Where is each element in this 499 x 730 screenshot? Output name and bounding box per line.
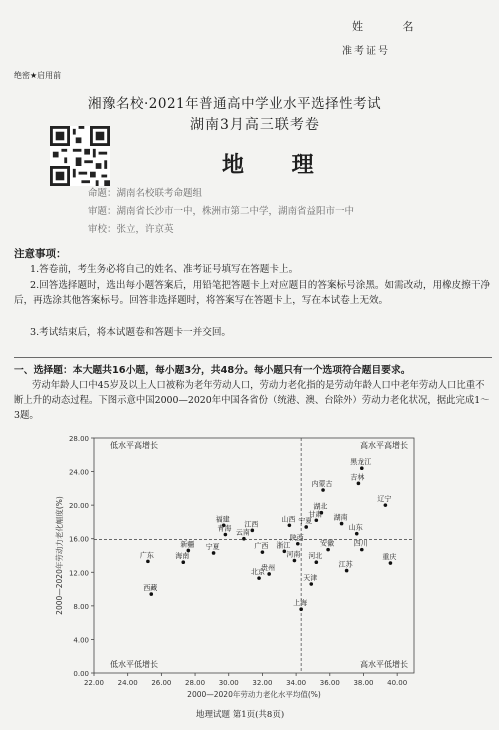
data-point — [360, 466, 364, 470]
y-tick-label: 0.00 — [73, 670, 89, 678]
data-point-label: 湖北 — [313, 502, 328, 511]
data-point — [384, 503, 388, 507]
page-footer: 地理试题 第1页(共8页) — [196, 710, 285, 720]
data-point-label: 河南 — [286, 550, 301, 559]
data-point — [315, 518, 319, 522]
data-point — [293, 559, 297, 563]
y-tick-label: 16.00 — [68, 535, 89, 544]
data-point — [355, 532, 359, 536]
note-item: 3.考试结束后，将本试题卷和答题卡一并交回。 — [30, 327, 232, 338]
data-point — [345, 569, 349, 573]
data-point-label: 辽宁 — [377, 495, 392, 504]
x-tick-label: 40.00 — [387, 679, 408, 687]
data-point-label: 上海 — [293, 599, 308, 608]
data-point — [149, 592, 153, 596]
quadrant-label: 高水平低增长 — [360, 660, 408, 669]
data-point-label: 北京 — [251, 568, 266, 577]
section-heading: 一、选择题：本大题共16小题，每小题3分，共48分。每小题只有一个选项符合题目要求。 — [14, 365, 411, 376]
data-point-label: 四川 — [353, 539, 368, 548]
data-point — [242, 537, 246, 541]
x-tick-label: 38.00 — [353, 679, 374, 687]
data-point-label: 陕西 — [289, 533, 304, 542]
data-point-label: 西藏 — [143, 584, 158, 593]
exam-title: 湘豫名校·2021年普通高中学业水平选择性考试 — [88, 96, 382, 112]
ticket-number-label: 准考证号 — [342, 46, 390, 57]
data-point-label: 新疆 — [180, 540, 195, 549]
qr-code-icon — [50, 126, 110, 186]
data-point-label: 安徽 — [320, 539, 335, 548]
data-point-label: 天津 — [303, 574, 318, 583]
data-point — [212, 551, 216, 555]
data-point-label: 重庆 — [382, 553, 397, 562]
data-point — [309, 582, 313, 586]
data-point — [251, 529, 255, 533]
note-item: 1.答卷前，考生务必将自己的姓名、准考证号填写在答题卡上。 — [30, 264, 299, 275]
credit-line: 命题：湖南名校联考命题组 — [88, 188, 203, 199]
data-point-label: 山西 — [281, 515, 296, 524]
y-tick-label: 8.00 — [73, 602, 89, 611]
data-point — [257, 576, 261, 580]
notes-heading: 注意事项： — [14, 248, 67, 260]
data-point — [296, 542, 300, 546]
data-point — [288, 523, 292, 527]
x-tick-label: 28.00 — [185, 679, 206, 687]
y-tick-label: 12.00 — [68, 569, 89, 578]
data-point-label: 湖南 — [333, 513, 348, 522]
data-point-label: 河北 — [308, 552, 323, 561]
credit-line: 审校：张立，许京英 — [88, 224, 174, 235]
y-axis-title: 2000—2020年劳动力老化幅度(%) — [55, 496, 64, 615]
data-point-label: 甘肃 — [308, 510, 323, 519]
data-point-label: 江西 — [244, 520, 259, 529]
data-point-label: 云南 — [235, 528, 250, 537]
data-point-label: 吉林 — [350, 473, 365, 482]
data-point — [299, 607, 303, 611]
data-point — [389, 561, 393, 565]
credit-line: 审题：湖南省长沙市一中，株洲市第二中学，湖南省益阳市一中 — [88, 206, 355, 217]
data-point-label: 浙江 — [276, 541, 291, 550]
x-axis-title: 2000—2020年劳动力老化水平均值(%) — [187, 690, 321, 699]
x-tick-label: 32.00 — [252, 679, 273, 687]
data-point-label: 青海 — [217, 524, 232, 533]
data-point — [304, 525, 308, 529]
exam-subtitle: 湖南3月高三联考卷 — [190, 117, 320, 133]
x-tick-label: 26.00 — [151, 679, 172, 687]
data-point — [357, 482, 361, 486]
quadrant-label: 高水平高增长 — [360, 441, 408, 450]
data-point-label: 广西 — [254, 542, 269, 551]
data-point-label: 贵州 — [261, 563, 276, 572]
y-tick-label: 20.00 — [68, 502, 89, 511]
data-point-label: 宁夏 — [298, 516, 313, 525]
y-tick-label: 4.00 — [73, 636, 89, 645]
y-tick-label: 28.00 — [68, 435, 89, 443]
data-point-label: 海南 — [175, 552, 190, 561]
note-item: 2.回答选择题时，选出每小题答案后，用铅笔把答题卡上对应题目的答案标号涂黑。如需改动，用橡皮擦干净后，再选涂其他答案标号。回答非选择题时，将答案写在答题卡上，写在本试卷上无效。 — [14, 280, 491, 306]
data-point — [321, 488, 325, 492]
data-point-label: 宁夏 — [205, 542, 220, 551]
data-point — [261, 550, 265, 554]
confidential-mark: 绝密★启用前 — [14, 71, 62, 80]
x-tick-label: 22.00 — [83, 679, 105, 687]
x-tick-label: 36.00 — [319, 679, 340, 687]
y-tick-label: 24.00 — [68, 468, 89, 477]
data-point — [146, 560, 150, 564]
x-tick-label: 34.00 — [286, 679, 307, 687]
name-field-label: 姓 名 — [352, 20, 432, 33]
data-point-label: 山东 — [348, 523, 363, 532]
x-tick-label: 24.00 — [117, 679, 138, 687]
quadrant-label: 低水平低增长 — [110, 660, 158, 669]
section-divider — [14, 357, 492, 358]
quadrant-label: 低水平高增长 — [110, 441, 158, 450]
subject-title: 地 理 — [222, 152, 334, 178]
data-point — [267, 572, 271, 576]
data-point-label: 江苏 — [338, 560, 353, 569]
question-intro: 劳动年龄人口中45岁及以上人口被称为老年劳动人口，劳动力老化指的是劳动年龄人口中老年劳动人口比重不断上升的动态过程。下图示意中国2000—2020年中国各省份（统港、澳、台除外）劳动力老化状况，据此完成1～3题。 — [14, 380, 490, 421]
data-point-label: 福建 — [215, 515, 230, 524]
x-tick-label: 30.00 — [218, 679, 239, 687]
data-point — [224, 533, 228, 537]
data-point — [181, 560, 185, 564]
data-point — [340, 522, 344, 526]
labor-aging-scatter-chart — [48, 430, 428, 706]
data-point — [360, 548, 364, 552]
data-point — [326, 548, 330, 552]
data-point-label: 黑龙江 — [350, 458, 372, 467]
data-point-label: 内蒙古 — [311, 480, 333, 489]
data-point — [315, 560, 319, 564]
data-point-label: 广东 — [139, 551, 154, 560]
